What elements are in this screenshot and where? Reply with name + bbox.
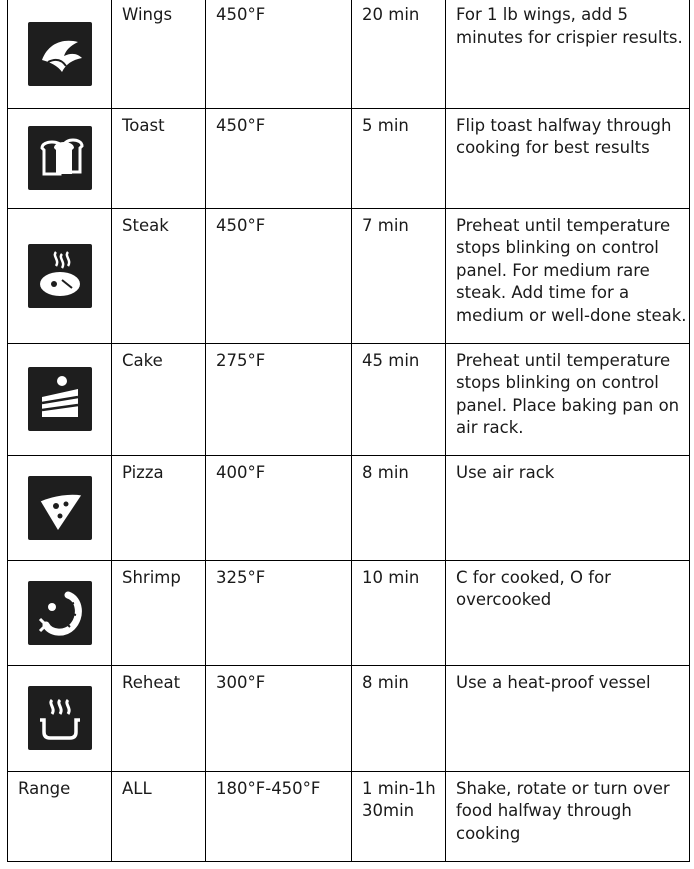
- mode-name: Wings: [112, 0, 206, 108]
- mode-notes: Use a heat-proof vessel: [446, 665, 690, 771]
- mode-notes: Preheat until temperature stops blinking on control panel. Place baking pan on air rack.: [446, 343, 690, 455]
- mode-notes: C for cooked, O for overcooked: [446, 560, 690, 665]
- icon-cell: [8, 208, 112, 343]
- range-name: ALL: [112, 771, 206, 861]
- table-row: [8, 208, 690, 343]
- reheat-icon: [28, 686, 92, 750]
- cooking-chart-table: [7, 0, 690, 862]
- mode-temp: 275°F: [206, 343, 352, 455]
- mode-temp: 450°F: [206, 208, 352, 343]
- mode-temp: 450°F: [206, 0, 352, 108]
- table-row: [8, 343, 690, 455]
- icon-cell: [8, 108, 112, 208]
- wings-icon: [28, 22, 92, 86]
- mode-temp: 300°F: [206, 665, 352, 771]
- table-row: [8, 455, 690, 560]
- table-row: [8, 560, 690, 665]
- mode-notes: Use air rack: [446, 455, 690, 560]
- icon-cell: [8, 343, 112, 455]
- icon-cell: [8, 0, 112, 108]
- toast-icon: [28, 126, 92, 190]
- mode-name: Steak: [112, 208, 206, 343]
- mode-time: 8 min: [352, 665, 446, 771]
- mode-time: 8 min: [352, 455, 446, 560]
- mode-temp: 400°F: [206, 455, 352, 560]
- icon-cell: [8, 665, 112, 771]
- pizza-icon: [28, 476, 92, 540]
- mode-name: Reheat: [112, 665, 206, 771]
- range-time: 1 min-1h 30min: [352, 771, 446, 861]
- mode-name: Cake: [112, 343, 206, 455]
- range-label: Range: [8, 771, 112, 861]
- range-temp: 180°F-450°F: [206, 771, 352, 861]
- mode-temp: 450°F: [206, 108, 352, 208]
- mode-name: Shrimp: [112, 560, 206, 665]
- mode-time: 10 min: [352, 560, 446, 665]
- mode-temp: 325°F: [206, 560, 352, 665]
- mode-notes: Flip toast halfway through cooking for best results: [446, 108, 690, 208]
- mode-notes: Preheat until temperature stops blinking on control panel. For medium rare steak. Add time for a medium or well-done steak.: [446, 208, 690, 343]
- mode-time: 7 min: [352, 208, 446, 343]
- mode-time: 45 min: [352, 343, 446, 455]
- table-row: [8, 665, 690, 771]
- mode-notes: For 1 lb wings, add 5 minutes for crispier results.: [446, 0, 690, 108]
- mode-time: 5 min: [352, 108, 446, 208]
- table-row-range: [8, 771, 690, 861]
- icon-cell: [8, 560, 112, 665]
- mode-name: Pizza: [112, 455, 206, 560]
- range-notes: Shake, rotate or turn over food halfway through cooking: [446, 771, 690, 861]
- table-row: [8, 108, 690, 208]
- cake-icon: [28, 367, 92, 431]
- shrimp-icon: [28, 581, 92, 645]
- icon-cell: [8, 455, 112, 560]
- steak-icon: [28, 244, 92, 308]
- table-row: [8, 0, 690, 108]
- mode-time: 20 min: [352, 0, 446, 108]
- mode-name: Toast: [112, 108, 206, 208]
